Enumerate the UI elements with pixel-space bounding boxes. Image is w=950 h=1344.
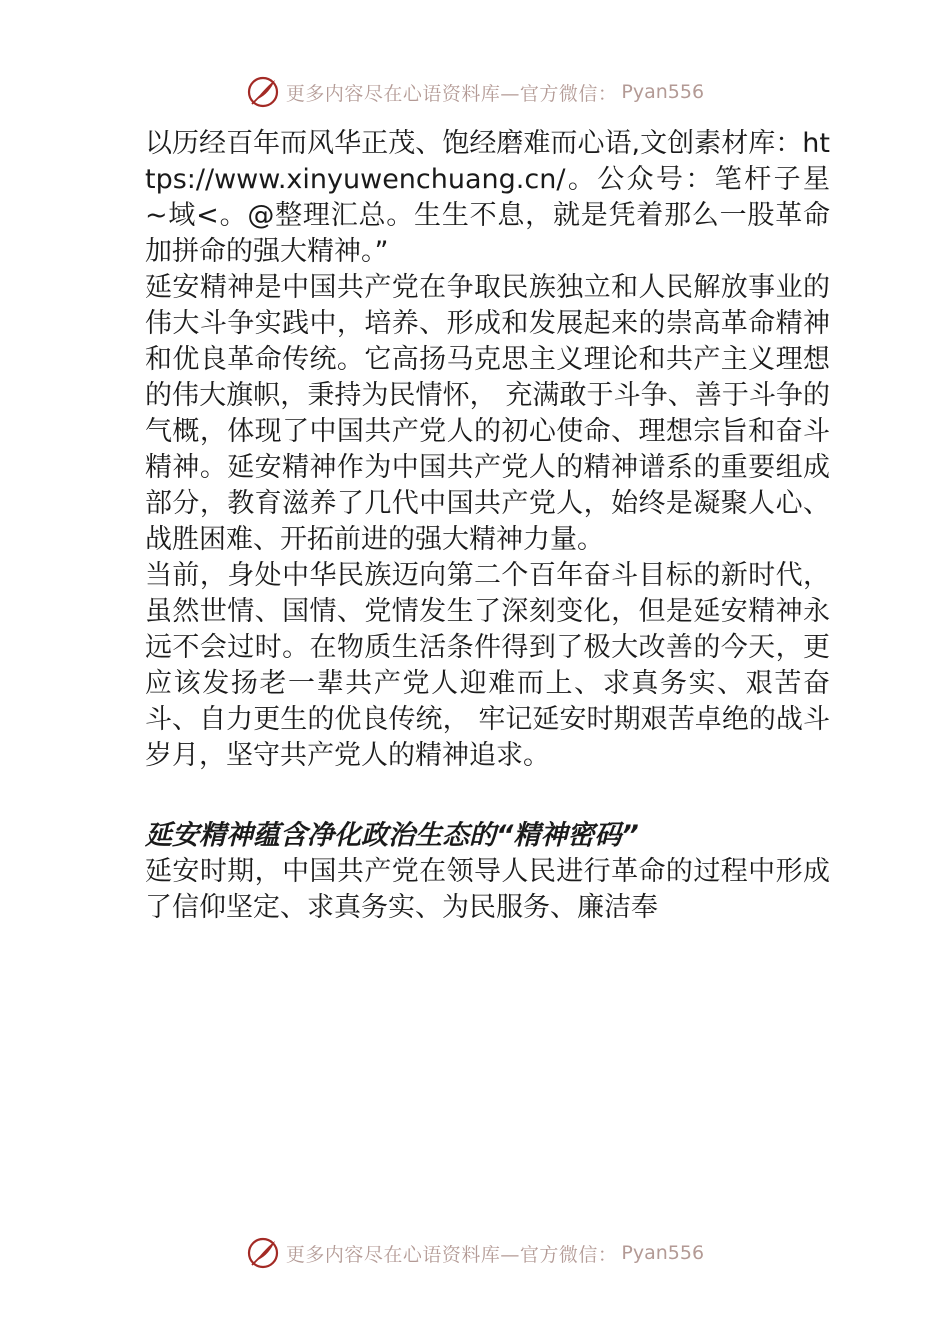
footer-banner xyxy=(0,1233,950,1273)
spacer xyxy=(145,774,830,810)
feather-quill-icon xyxy=(246,1236,280,1270)
header-banner xyxy=(0,72,950,112)
wechat-id: Pyan556 xyxy=(621,81,705,103)
banner-text: 更多内容尽在心语资料库—官方微信： xyxy=(285,82,618,105)
paragraph-3: 当前，身处中华民族迈向第二个百年奋斗目标的新时代，虽然世情、国情、党情发生了深刻变化，但是延安精神永远不会过时。在物质生活条件得到了极大改善的今天，更应该发扬老一辈共产党人迎难而上、求真务实、艰苦奋斗、自力更生的优良传统， 牢记延安时期艰苦卓绝的战斗岁月，坚守共产党人的精神追求。 xyxy=(145,560,830,771)
section-paragraph: 延安时期，中国共产党在领导人民进行革命的过程中形成了信仰坚定、求真务实、为民服务、廉洁奉 xyxy=(145,856,830,923)
section-heading: 延安精神蕴含净化政治生态的“精神密码” xyxy=(145,820,639,851)
feather-quill-icon xyxy=(246,75,280,109)
paragraph-2: 延安精神是中国共产党在争取民族独立和人民解放事业的伟大斗争实践中，培养、形成和发展起来的崇高革命精神和优良革命传统。它高扬马克思主义理论和共产主义理想的伟大旗帜，秉持为民情怀， 充满敢于斗争、善于斗争的气概，体现了中国共产党人的初心使命、理想宗旨和奋斗精神。延安精神作为中国共产党人的精神谱系的重要组成部分，教育滋养了几代中国共产党人，始终是凝聚人心、战胜困难、开拓前进的强大精神力量。 xyxy=(145,272,830,555)
paragraph-1: 以历经百年而风华正茂、饱经磨难而心语,文创素材库：https://www.xinyuwenchuang.cn/。公众号：笔杆子星~域<。@整理汇总。生生不息，就是凭着那么一股革命加拼命的强大精神。” xyxy=(145,128,830,267)
wechat-id: Pyan556 xyxy=(621,1242,705,1264)
document-body xyxy=(145,126,830,926)
banner-text: 更多内容尽在心语资料库—官方微信： xyxy=(285,1243,618,1266)
